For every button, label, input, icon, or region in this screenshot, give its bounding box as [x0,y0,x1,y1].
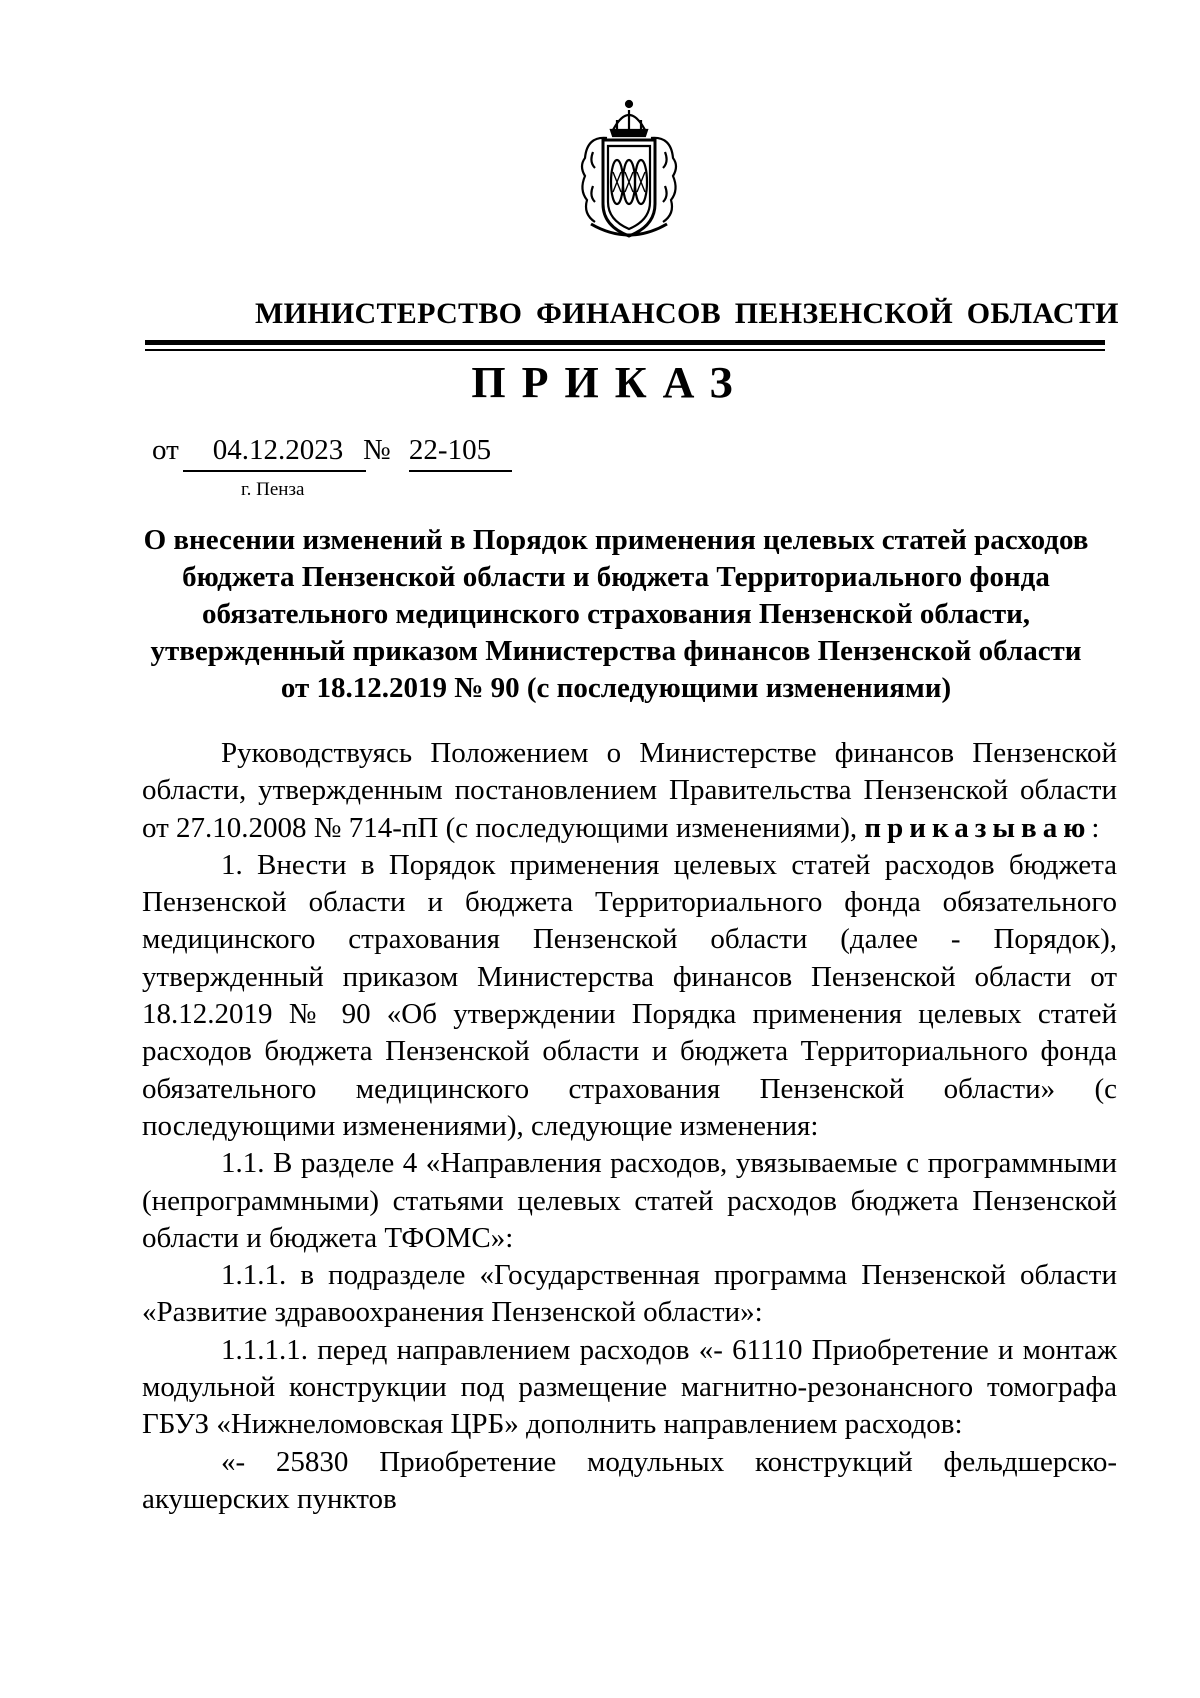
document-body [142,735,1117,1518]
body-paragraph-item-1: 1. Внести в Порядок применения целевых статей расходов бюджета Пензенской области и бюджета Территориального фонда обязательного медицинского страхования Пензенской области (далее - Порядок), утвержденный приказом Министерства финансов Пензенской области от 18.12.2019 № 90 «Об утверждении Порядка применения целевых статей расходов бюджета Пензенской области и бюджета Территориального фонда обязательного медицинского страхования Пензенской области» (с последующими изменениями), следующие изменения: [142,848,1117,1142]
number-underline [409,470,512,472]
header-rule-thick [145,340,1105,345]
city-label: г. Пенза [241,479,305,500]
preamble-end: : [1091,811,1100,844]
body-paragraph-item-1-1-1: 1.1.1. в подразделе «Государственная программа Пензенской области «Развитие здравоохранения Пензенской области»: [142,1259,1117,1329]
body-paragraph-item-1-1: 1.1. В разделе 4 «Направления расходов, увязываемые с программными (непрограммными) статьями целевых статей расходов бюджета Пензенской области и бюджета ТФОМС»: [142,1147,1117,1254]
date-underline [183,470,366,472]
date-prefix-label: от [152,434,179,466]
number-sign-label: № [363,434,391,466]
document-subject: О внесении изменений в Порядок применения целевых статей расходов бюджета Пензенской области и бюджета Территориального фонда обязательного медицинского страхования Пензенской области, утвержденный приказом Министерства финансов Пензенской области от 18.12.2019 № 90 (с последующими изменениями) [143,524,1089,704]
order-word: приказываю [864,811,1092,844]
preamble-text: Руководствуясь Положением о Министерстве финансов Пензенской области, утвержденным постановлением Правительства Пензенской области от 27.10.2008 № 714-пП (с последующими изменениями), [142,737,1117,844]
document-type-title: ПРИКАЗ [471,358,749,407]
document-number: 22-105 [408,434,492,466]
coat-of-arms-icon [573,96,685,246]
document-date: 04.12.2023 [212,434,344,466]
body-paragraph-preamble [142,735,1117,847]
body-paragraph-item-1-1-1-1: 1.1.1.1. перед направлением расходов «- 61110 Приобретение и монтаж модульной конструкции под размещение магнитно-резонансного томографа ГБУЗ «Нижнеломовская ЦРБ» дополнить направлением расходов: [142,1333,1117,1441]
header-rule-thin [145,349,1105,351]
body-paragraph-quote: «- 25830 Приобретение модульных конструкций фельдшерско-акушерских пунктов [142,1445,1117,1515]
ministry-name: МИНИСТЕРСТВО ФИНАНСОВ ПЕНЗЕНСКОЙ ОБЛАСТИ [255,297,1119,330]
